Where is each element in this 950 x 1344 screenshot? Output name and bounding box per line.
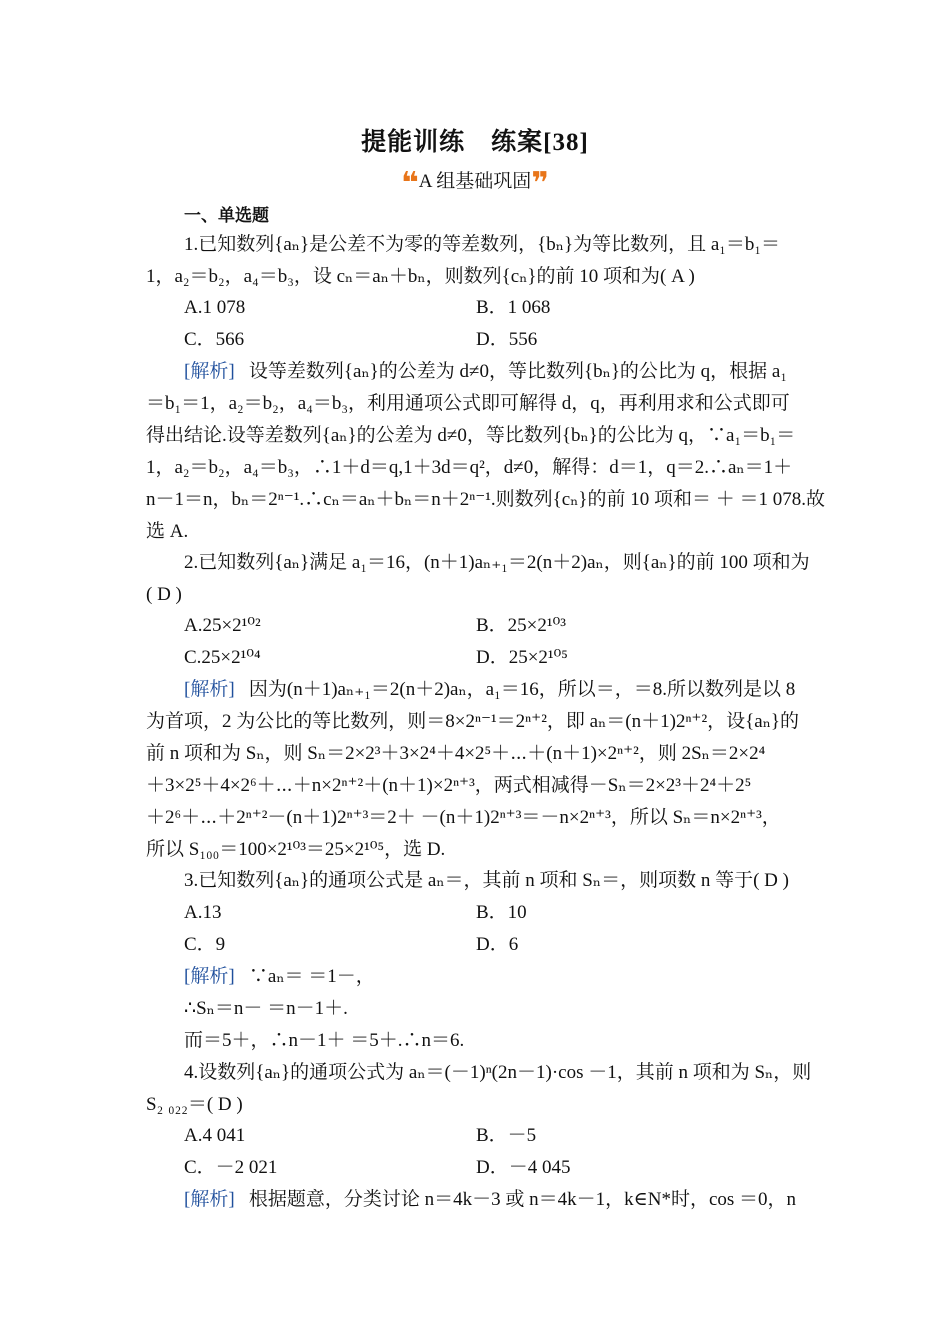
q2-analysis-1: [解析] 因为(n＋1)aₙ₊₁＝2(n＋2)aₙ，a₁＝16，所以＝，＝8.所以数列是以 8: [184, 679, 796, 700]
q4-analysis-1: [解析] 根据题意，分类讨论 n＝4k－3 或 n＝4k－1，k∈N*时，cos ＝0，n: [184, 1189, 797, 1210]
q2-analysis-tag: [解析]: [184, 679, 235, 700]
q1-analysis-tag: [解析]: [184, 361, 235, 382]
quote-left-icon: ❝: [401, 166, 419, 201]
q1-analysis-3: 得出结论.设等差数列{aₙ}的公差为 d≠0，等比数列{bₙ}的公比为 q，∵a₁＝b₁＝: [146, 425, 796, 446]
q1-analysis-1: [解析] 设等差数列{aₙ}的公差为 d≠0，等比数列{bₙ}的公比为 q，根据 a₁: [184, 361, 787, 382]
q1-stem-1: 1.已知数列{aₙ}是公差不为零的等差数列，{bₙ}为等比数列，且 a₁＝b₁＝: [184, 234, 781, 255]
q4-option-b: B．－5: [476, 1125, 537, 1146]
quote-right-icon: ❞: [531, 166, 549, 201]
q4-stem-2: S₂ ₀₂₂＝( D ): [146, 1094, 243, 1115]
q3-option-a: A.13: [184, 902, 222, 923]
q2-stem-2: ( D ): [146, 584, 182, 605]
q1-option-a: A.1 078: [184, 297, 246, 318]
group-heading: [0, 166, 950, 201]
q3-option-c: C．9: [184, 934, 226, 955]
title-right: 练案[38]: [491, 129, 589, 156]
q2-option-a: A.25×2¹⁰²: [184, 615, 261, 636]
q4-option-c: C．－2 021: [184, 1157, 278, 1178]
q1-option-c: C．566: [184, 329, 245, 350]
group-label: A 组基础巩固: [418, 171, 532, 192]
q2-analysis-2: 为首项，2 为公比的等比数列，则＝8×2ⁿ⁻¹＝2ⁿ⁺²，即 aₙ＝(n＋1)2ⁿ⁺²，设{aₙ}的: [146, 711, 800, 732]
q3-option-b: B．10: [476, 902, 527, 923]
q3-analysis-2: ∴Sₙ＝n－ ＝n－1＋.: [184, 998, 348, 1019]
q1-option-d: D．556: [476, 329, 538, 350]
q4-stem-1: 4.设数列{aₙ}的通项公式为 aₙ＝(－1)ⁿ(2n－1)·cos －1，其前 n 项和为 Sₙ，则: [184, 1062, 812, 1083]
q3-stem: 3.已知数列{aₙ}的通项公式是 aₙ＝，其前 n 项和 Sₙ＝，则项数 n 等于( D ): [184, 870, 789, 891]
q2-option-d: D．25×2¹⁰⁵: [476, 647, 568, 668]
title-left: 提能训练: [361, 129, 466, 156]
q2-analysis-6: 所以 S₁₀₀＝100×2¹⁰³＝25×2¹⁰⁵，选 D.: [146, 839, 446, 860]
q2-stem-1: 2.已知数列{aₙ}满足 a₁＝16，(n＋1)aₙ₊₁＝2(n＋2)aₙ，则{aₙ}的前 100 项和为: [184, 552, 810, 573]
q2-option-b: B．25×2¹⁰³: [476, 615, 566, 636]
q1-option-b: B．1 068: [476, 297, 551, 318]
q2-analysis-4: ＋3×2⁵＋4×2⁶＋⋯＋n×2ⁿ⁺²＋(n＋1)×2ⁿ⁺³，两式相减得－Sₙ＝2×2³＋2⁴＋2⁵: [146, 775, 752, 796]
q3-analysis-1: [解析] ∵aₙ＝ ＝1－，: [184, 966, 375, 987]
q1-analysis-5: n－1＝n，bₙ＝2ⁿ⁻¹.∴cₙ＝aₙ＋bₙ＝n＋2ⁿ⁻¹.则数列{cₙ}的前 10 项和＝ ＋ ＝1 078.故: [146, 489, 826, 510]
q1-analysis-6: 选 A.: [146, 521, 189, 542]
q3-analysis-tag: [解析]: [184, 966, 235, 987]
q1-analysis-4: 1，a₂＝b₂，a₄＝b₃，∴1＋d＝q,1＋3d＝q²，d≠0，解得：d＝1，q＝2.∴aₙ＝1＋: [146, 457, 793, 478]
q1-stem-2: 1，a₂＝b₂，a₄＝b₃，设 cₙ＝aₙ＋bₙ，则数列{cₙ}的前 10 项和为( A ): [146, 266, 695, 287]
q3-option-d: D．6: [476, 934, 519, 955]
q4-option-d: D．－4 045: [476, 1157, 571, 1178]
q4-analysis-tag: [解析]: [184, 1189, 235, 1210]
q2-analysis-3: 前 n 项和为 Sₙ，则 Sₙ＝2×2³＋3×2⁴＋4×2⁵＋⋯＋(n＋1)×2ⁿ⁺²，则 2Sₙ＝2×2⁴: [146, 743, 766, 764]
q2-analysis-5: ＋2⁶＋⋯＋2ⁿ⁺²－(n＋1)2ⁿ⁺³＝2＋ －(n＋1)2ⁿ⁺³＝－n×2ⁿ⁺³，所以 Sₙ＝n×2ⁿ⁺³，: [146, 807, 781, 828]
q4-option-a: A.4 041: [184, 1125, 246, 1146]
section-heading: 一、单选题: [184, 206, 269, 226]
page-title: [0, 122, 950, 158]
q1-analysis-2: ＝b₁＝1，a₂＝b₂，a₄＝b₃，利用通项公式即可解得 d，q，再利用求和公式即可: [146, 393, 790, 414]
q3-analysis-3: 而＝5＋，∴n－1＋ ＝5＋.∴n＝6.: [184, 1030, 465, 1051]
q2-option-c: C.25×2¹⁰⁴: [184, 647, 261, 668]
